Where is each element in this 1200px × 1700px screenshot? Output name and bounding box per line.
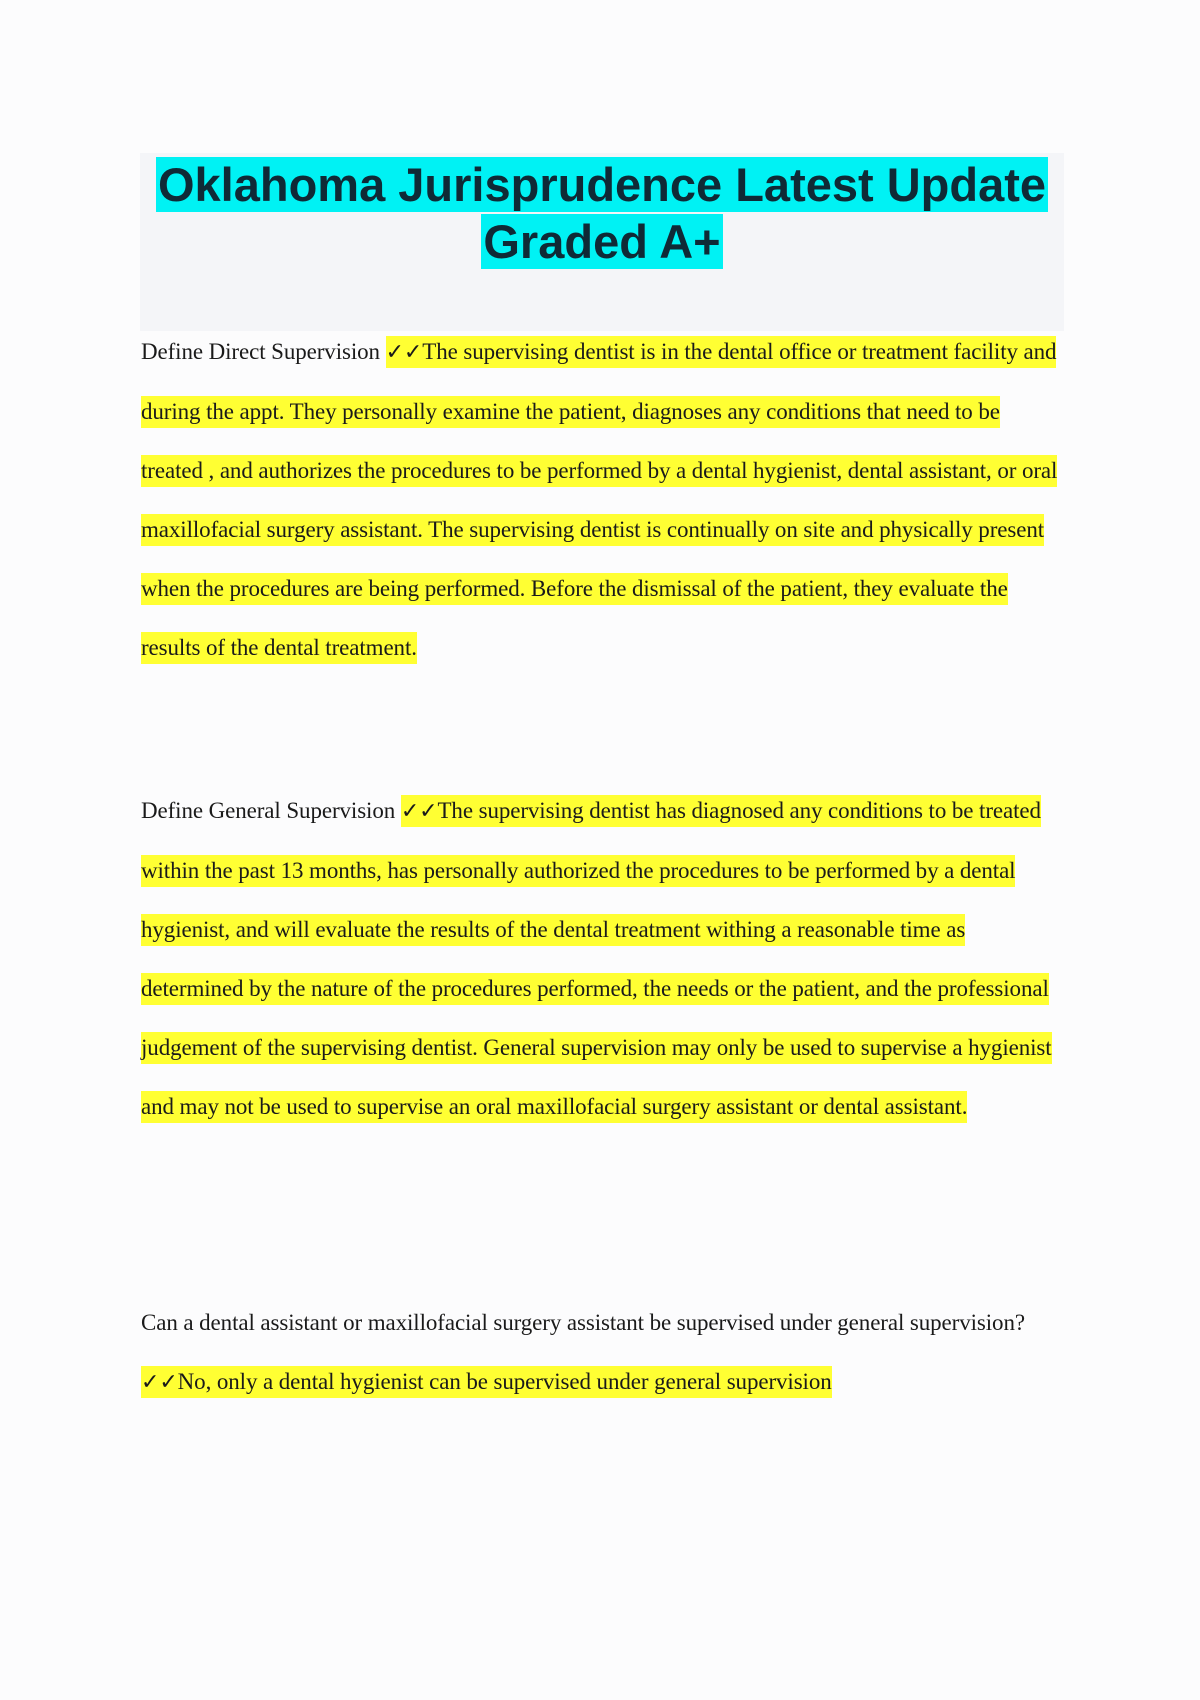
answer-highlight [141,336,1057,664]
qa-item [141,781,1061,1136]
qa-item [141,1293,1061,1412]
question-text: Define Direct Supervision [141,339,380,364]
qa-item [141,322,1061,677]
question-text: Define General Supervision [141,798,396,823]
check-mark-icon: ✓✓ [385,340,423,365]
check-mark-icon: ✓✓ [141,1370,178,1395]
question-text: Can a dental assistant or maxillofacial surgery assistant be supervised under general supervision? [141,1310,1025,1335]
title-block [140,153,1064,331]
answer-text: No, only a dental hygienist can be supervised under general supervision [177,1369,832,1394]
document-title: Oklahoma Jurisprudence Latest Update Graded A+ [157,158,1047,268]
answer-text: The supervising dentist is in the dental office or treatment facility and during the appt. They personally examine the patient, diagnoses any conditions that need to be treated , and authorizes the procedures to be performed by a dental hygienist, dental assistant, or oral maxillofacial surgery assistant. The supervising dentist is continually on site and physically present when the procedures are being performed. Before the dismissal of the patient, they evaluate the results of the dental treatment. [141,339,1058,660]
answer-text: The supervising dentist has diagnosed any conditions to be treated within the past 13 months, has personally authorized the procedures to be performed by a dental hygienist, and will evaluate the results of the dental treatment withing a reasonable time as determined by the nature of the procedures performed, the needs or the patient, and the professional judgement of the supervising dentist. General supervision may only be used to supervise a hygienist and may not be used to supervise an oral maxillofacial surgery assistant or dental assistant. [141,798,1052,1119]
answer-highlight [141,1366,832,1398]
answer-highlight [141,795,1052,1123]
check-mark-icon: ✓✓ [400,799,438,824]
